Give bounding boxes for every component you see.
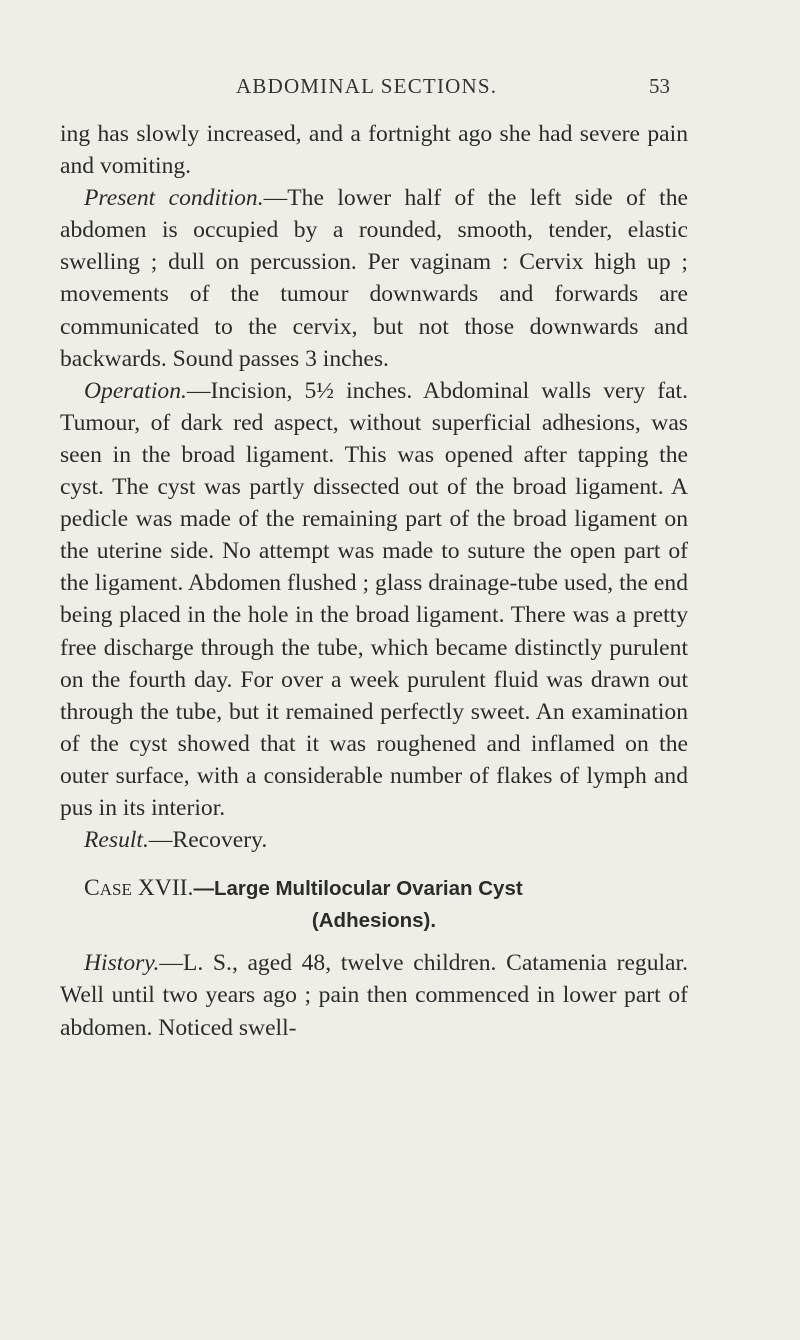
body-text xyxy=(60,118,688,1044)
operation-text: —Incision, 5½ inches. Abdominal walls very fat. Tumour, of dark red aspect, without superficial adhesions, was seen in the broad ligament. This was opened after tapping the cyst. The cyst was partly dissected out of the broad ligament. A pedicle was made of the remaining part of the broad ligament on the uterine side. No attempt was made to suture the open part of the ligament. Abdomen flushed ; glass drainage-tube used, the end being placed in the hole in the broad ligament. There was a pretty free discharge through the tube, which became distinctly purulent on the fourth day. For over a week purulent fluid was drawn out through the tube, but it remained perfectly sweet. An examination of the cyst showed that it was roughened and inflamed on the outer surface, with a considerable number of flakes of lymph and pus in its interior. xyxy=(60,377,688,821)
present-condition-text: —The lower half of the left side of the abdomen is occupied by a rounded, smooth, tender, elastic swelling ; dull on percussion. Per vaginam : Cervix high up ; movements of the tumour downwards and forwards are communicated to the cervix, but not those downwards and backwards. Sound passes 3 inches. xyxy=(60,185,689,372)
history-text: —L. S., aged 48, twelve children. Catamenia regular. Well until two years ago ; pain then commenced in lower part of abdomen. Noticed swell- xyxy=(60,950,688,1041)
case-title: —Large Multilocular Ovarian Cyst xyxy=(193,877,523,901)
case-subtitle: (Adhesions). xyxy=(311,909,437,933)
present-condition-label: Present condition. xyxy=(84,185,264,212)
paragraph-result xyxy=(60,824,688,856)
paragraph-history xyxy=(60,947,688,1043)
page-number: 53 xyxy=(649,74,670,98)
history-label: History. xyxy=(84,950,160,977)
paragraph-continuation: ing has slowly increased, and a fortnight ago she had severe pain and vomiting. xyxy=(60,121,688,180)
result-text: —Recovery. xyxy=(148,827,268,854)
paragraph-present-condition xyxy=(60,182,688,375)
case-heading xyxy=(60,872,688,905)
running-head: ABDOMINAL SECTIONS. xyxy=(236,74,498,98)
page-header xyxy=(0,74,800,104)
paragraph-operation xyxy=(60,375,688,824)
case-number: Case XVII. xyxy=(84,875,194,902)
result-label: Result. xyxy=(84,827,149,854)
operation-label: Operation. xyxy=(84,377,187,404)
